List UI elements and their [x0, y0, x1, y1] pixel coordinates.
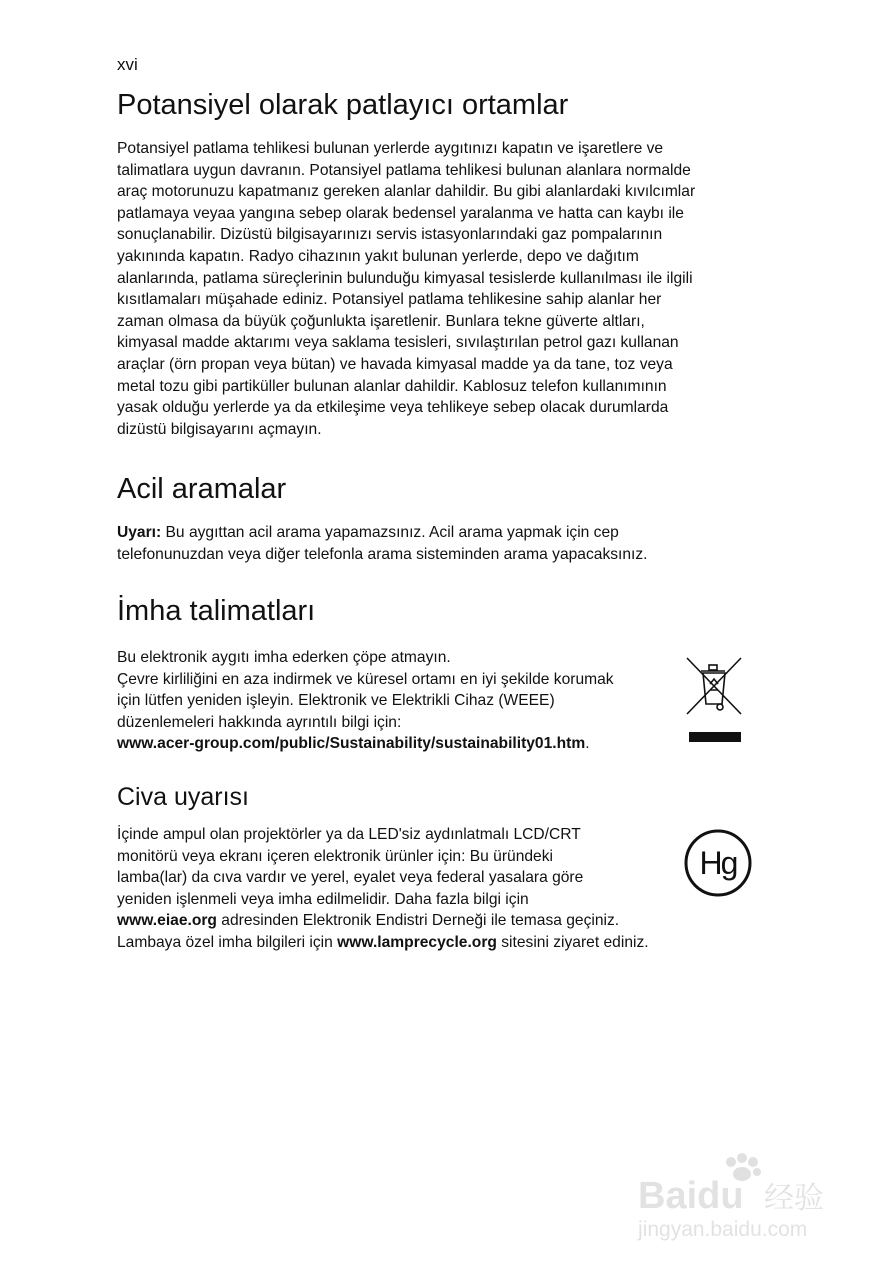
text-line: [117, 910, 649, 932]
lamp-prefix: Lambaya özel imha bilgileri için: [117, 933, 338, 951]
mercury-hg-icon: [683, 828, 753, 898]
text-line: talimatlara uygun davranın. Potansiyel patlama tehlikesi bulunan alanlara normalde: [117, 161, 691, 179]
section-title-emergency: Acil aramalar: [117, 473, 287, 505]
text-line: Bu elektronik aygıtı imha ederken çöpe atmayın.: [117, 649, 451, 666]
lamp-suffix: sitesini ziyaret ediniz.: [496, 933, 649, 951]
weee-link[interactable]: www.acer-group.com/public/Sustainability/sustainability01.htm: [117, 735, 586, 753]
text-line: Potansiyel patlama tehlikesi bulunan yerlerde aygıtınızı kapatın ve işaretlere ve: [117, 140, 664, 157]
lamprecycle-link[interactable]: www.lamprecycle.org: [337, 933, 497, 951]
text-line: sonuçlanabilir. Dizüstü bilgisayarınızı servis istasyonlarındaki gaz pompalarının: [117, 226, 663, 244]
baidu-watermark: [636, 1150, 836, 1250]
text-line: dizüstü bilgisayarını açmayın.: [117, 420, 322, 438]
text-line: [117, 522, 648, 544]
explosive-paragraph: [117, 138, 695, 440]
paw-icon: [726, 1157, 736, 1167]
text-line: araç motorunuzu kapatmanız gereken alanlar dahildir. Bu gibi alanlardaki kıvılcımlar: [117, 183, 696, 201]
text-line: kısıtlamaları müşahade ediniz. Potansiyel patlama tehlikesine sahip alanlar her: [117, 291, 662, 309]
text-line: lamba(lar) da cıva vardır ve yerel, eyalet veya federal yasalara göre: [117, 869, 584, 887]
mercury-paragraph: [117, 824, 649, 954]
disposal-paragraph: [117, 647, 614, 755]
section-title-mercury: Civa uyarısı: [117, 783, 249, 811]
text-line: patlamaya veyaa yangına sebep olarak bedensel yaralanma ve hatta can kaybı ile: [117, 204, 684, 222]
text-line: yakınında kapatın. Radyo cihazının yakıt bulunan yerlerde, depo ve dağıtım: [117, 247, 639, 265]
eiae-link[interactable]: www.eiae.org: [117, 912, 217, 930]
watermark-url: jingyan.baidu.com: [638, 1218, 808, 1241]
text-line: zaman olmasa da büyük çoğunlukta işaretlenir. Bunlara tekne güverte altları,: [117, 312, 645, 330]
section-title-disposal: İmha talimatları: [117, 595, 316, 627]
eiae-text: adresinden Elektronik Endistri Derneği ile temasa geçiniz.: [216, 912, 620, 930]
weee-crossed-bin-icon: [683, 654, 745, 746]
link-suffix: .: [585, 735, 590, 753]
text-line: Çevre kirliliğini en aza indirmek ve küresel ortamı en iyi şekilde korumak: [117, 670, 614, 688]
text-line: [117, 733, 614, 755]
text-line: yasak olduğu yerlerde ya da etkileşime veya tehlikeye sebep olacak durumlarda: [117, 399, 669, 417]
text-line: monitörü veya ekranı içeren elektronik ürünler için: Bu üründeki: [117, 847, 553, 865]
watermark-brand: Baidu: [638, 1175, 744, 1217]
text-line: İçinde ampul olan projektörler ya da LED'siz aydınlatmalı LCD/CRT: [117, 826, 581, 843]
warning-label: Uyarı:: [117, 524, 162, 541]
text-line: düzenlemeleri hakkında ayrıntılı bilgi için:: [117, 713, 402, 731]
section-title-explosive: Potansiyel olarak patlayıcı ortamlar: [117, 89, 569, 121]
hg-symbol-text: Hg: [699, 845, 737, 881]
text-line: [117, 932, 649, 954]
text-line: telefonunuzdan veya diğer telefonla arama sisteminden arama yapacaksınız.: [117, 545, 648, 563]
text-line: metal tozu gibi partiküller bulunan alanlar dahildir. Kablosuz telefon kullanımının: [117, 377, 667, 395]
text-line: için lütfen yeniden işleyin. Elektronik ve Elektrikli Cihaz (WEEE): [117, 692, 555, 710]
watermark-brand-cn: 经验: [764, 1181, 824, 1216]
warning-text: Bu aygıttan acil arama yapamazsınız. Acil arama yapmak için cep: [161, 524, 619, 541]
emergency-paragraph: [117, 522, 648, 565]
text-line: kimyasal madde aktarımı veya saklama tesisleri, sıvılaştırılan petrol gazı kullanan: [117, 334, 679, 352]
text-line: araçlar (örn propan veya bütan) ve havada kimyasal madde ya da tane, toz veya: [117, 355, 673, 373]
text-line: alanlarında, patlama süreçlerinin bulunduğu kimyasal tesislerde kullanılması ile ilgili: [117, 269, 693, 287]
text-line: yeniden işlenmeli veya imha edilmelidir. Daha fazla bilgi için: [117, 890, 529, 908]
page-number: xvi: [117, 55, 138, 74]
